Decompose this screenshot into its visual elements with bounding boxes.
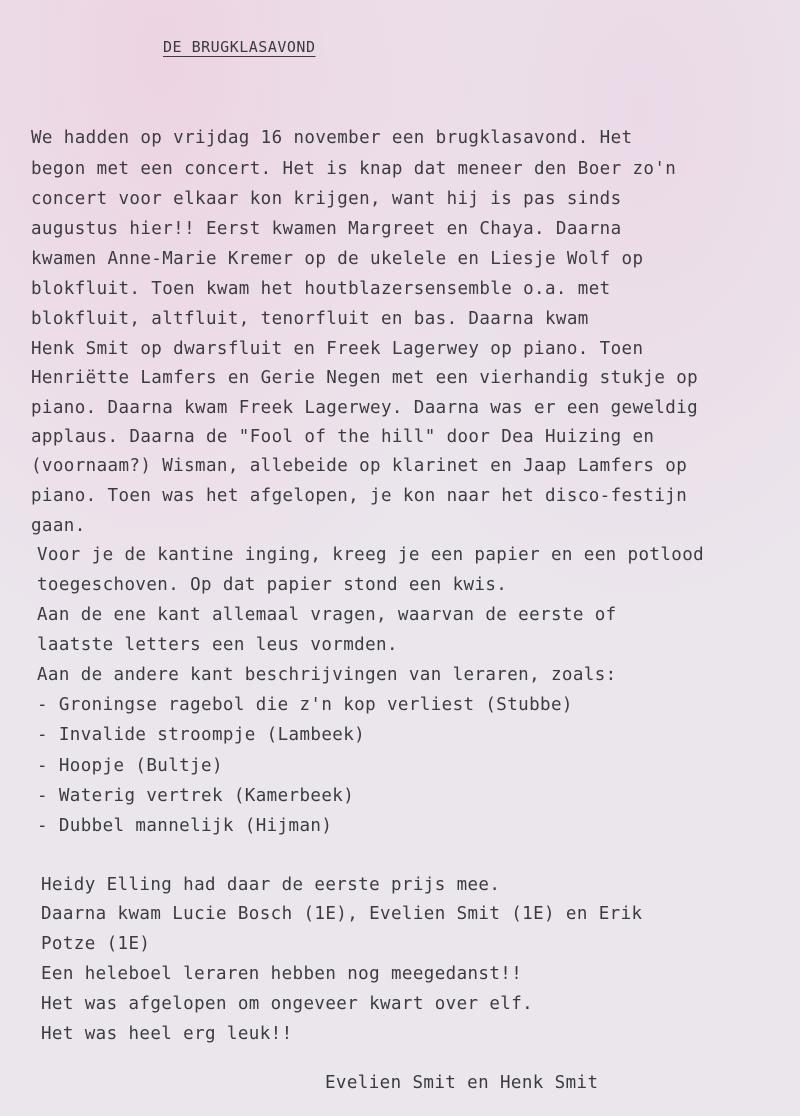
text-line: kwamen Anne-Marie Kremer op de ukelele en Liesje Wolf op [31, 249, 644, 269]
text-line: blokfluit. Toen kwam het houtblazersensemble o.a. met [31, 279, 611, 299]
list-item: - Hoopje (Bultje) [37, 756, 223, 776]
signature: Evelien Smit en Henk Smit [325, 1073, 599, 1093]
text-line: Henriëtte Lamfers en Gerie Negen met een vierhandig stukje op [31, 368, 699, 388]
text-line: Potze (1E) [41, 934, 151, 954]
text-line: augustus hier!! Eerst kwamen Margreet en Chaya. Daarna [31, 219, 622, 239]
text-line: Aan de andere kant beschrijvingen van leraren, zoals: [37, 665, 617, 685]
list-item: - Waterig vertrek (Kamerbeek) [37, 786, 355, 806]
text-line: We hadden op vrijdag 16 november een brugklasavond. Het [31, 128, 633, 148]
text-line: concert voor elkaar kon krijgen, want hij is pas sinds [31, 189, 622, 209]
text-line: piano. Toen was het afgelopen, je kon naar het disco-festijn [31, 486, 688, 506]
list-item: - Groningse ragebol die z'n kop verliest (Stubbe) [37, 695, 573, 715]
text-line: Het was afgelopen om ongeveer kwart over elf. [41, 994, 534, 1014]
text-line: begon met een concert. Het is knap dat meneer den Boer zo'n [31, 159, 677, 179]
text-line: laatste letters een leus vormden. [37, 635, 398, 655]
page-title: DE BRUGKLASAVOND [163, 38, 316, 56]
text-line: Voor je de kantine inging, kreeg je een papier en een potlood [37, 545, 705, 565]
text-line: applaus. Daarna de "Fool of the hill" door Dea Huizing en [31, 427, 655, 447]
list-item: - Dubbel mannelijk (Hijman) [37, 816, 333, 836]
text-line: Het was heel erg leuk!! [41, 1024, 293, 1044]
text-line: Aan de ene kant allemaal vragen, waarvan de eerste of [37, 605, 617, 625]
text-line: (voornaam?) Wisman, allebeide op klarinet en Jaap Lamfers op [31, 456, 688, 476]
text-line: Heidy Elling had daar de eerste prijs mee. [41, 875, 501, 895]
text-line: Henk Smit op dwarsfluit en Freek Lagerwey op piano. Toen [31, 339, 644, 359]
list-item: - Invalide stroompje (Lambeek) [37, 725, 366, 745]
text-line: piano. Daarna kwam Freek Lagerwey. Daarna was er een geweldig [31, 398, 699, 418]
text-line: blokfluit, altfluit, tenorfluit en bas. Daarna kwam [31, 309, 589, 329]
text-line: gaan. [31, 516, 86, 536]
text-line: Een heleboel leraren hebben nog meegedanst!! [41, 964, 523, 984]
text-line: toegeschoven. Op dat papier stond een kwis. [37, 575, 508, 595]
text-line: Daarna kwam Lucie Bosch (1E), Evelien Smit (1E) en Erik [41, 904, 643, 924]
